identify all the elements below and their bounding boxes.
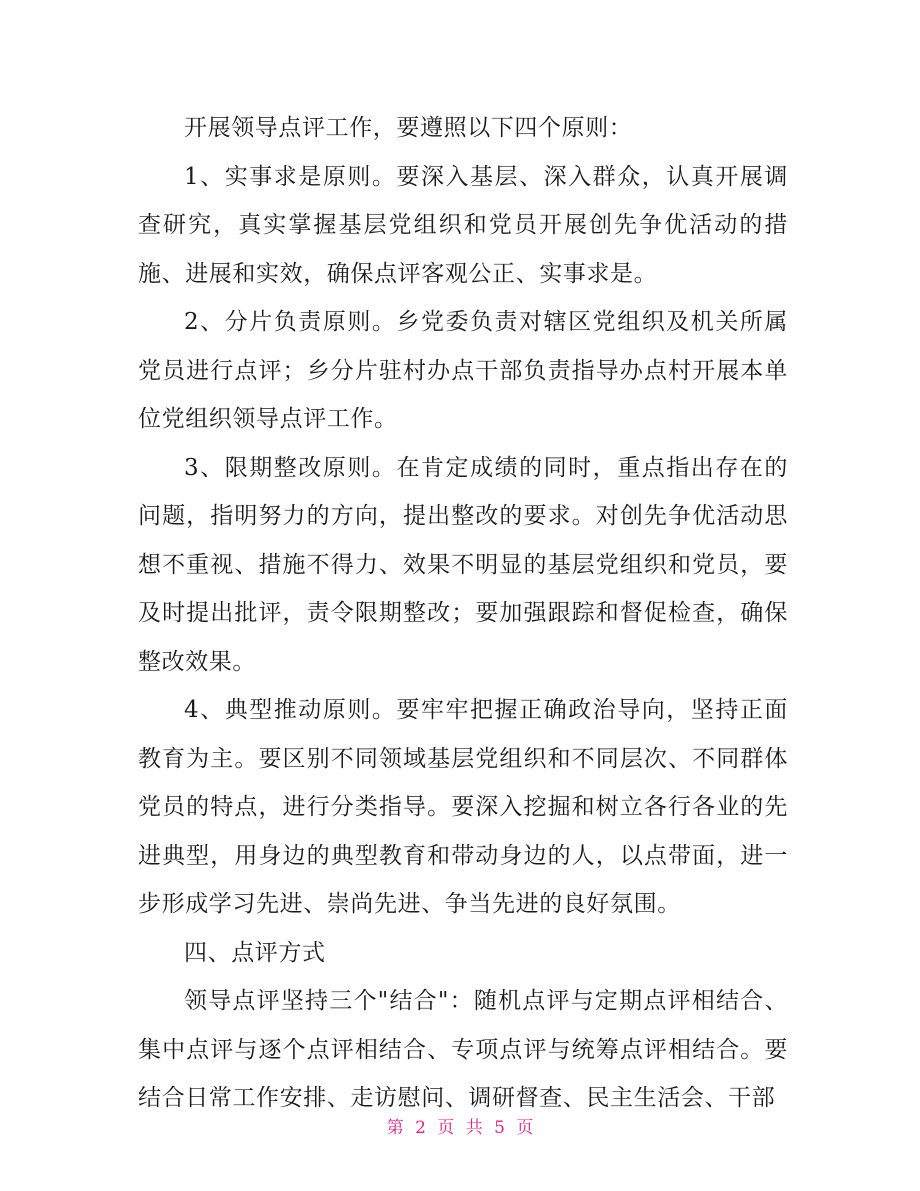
footer-page-unit: 页 xyxy=(437,1118,455,1138)
footer-current-page: 2 xyxy=(415,1118,426,1138)
footer-page-label: 第 xyxy=(386,1118,404,1138)
footer-total-pages: 5 xyxy=(494,1118,505,1138)
footer-total-label: 共 xyxy=(465,1118,483,1138)
page-footer xyxy=(0,1113,920,1138)
paragraph-principle-1: 1、实事求是原则。要深入基层、深入群众，认真开展调查研究，真实掌握基层党组织和党员开展创先争优活动的措施、进展和实效，确保点评客观公正、实事求是。 xyxy=(138,163,788,287)
paragraph-intro: 开展领导点评工作，要遵照以下四个原则： xyxy=(184,115,633,141)
document-body xyxy=(138,104,788,1123)
paragraph-principle-2: 2、分片负责原则。乡党委负责对辖区党组织及机关所属党员进行点评；乡分片驻村办点干部负责指导办点村开展本单位党组织领导点评工作。 xyxy=(138,309,788,432)
paragraph-review-method: 领导点评坚持三个"结合"：随机点评与定期点评相结合、集中点评与逐个点评相结合、专项点评与统筹点评相结合。要结合日常工作安排、走访慰问、调研督查、民主生活会、干部 xyxy=(138,988,788,1111)
section-heading-review-method: 四、点评方式 xyxy=(184,939,326,966)
footer-total-unit: 页 xyxy=(516,1118,534,1138)
paragraph-principle-3: 3、限期整改原则。在肯定成绩的同时，重点指出存在的问题，指明努力的方向，提出整改的要求。对创先争优活动思想不重视、措施不得力、效果不明显的基层党组织和党员，要及时提出批评，责令限期整改；要加强跟踪和督促检查，确保整改效果。 xyxy=(138,454,788,675)
paragraph-principle-4: 4、典型推动原则。要牢牢把握正确政治导向，坚持正面教育为主。要区别不同领域基层党组织和不同层次、不同群体党员的特点，进行分类指导。要深入挖掘和树立各行各业的先进典型，用身边的典型教育和带动身边的人，以点带面，进一步形成学习先进、崇尚先进、争当先进的良好氛围。 xyxy=(138,697,788,917)
